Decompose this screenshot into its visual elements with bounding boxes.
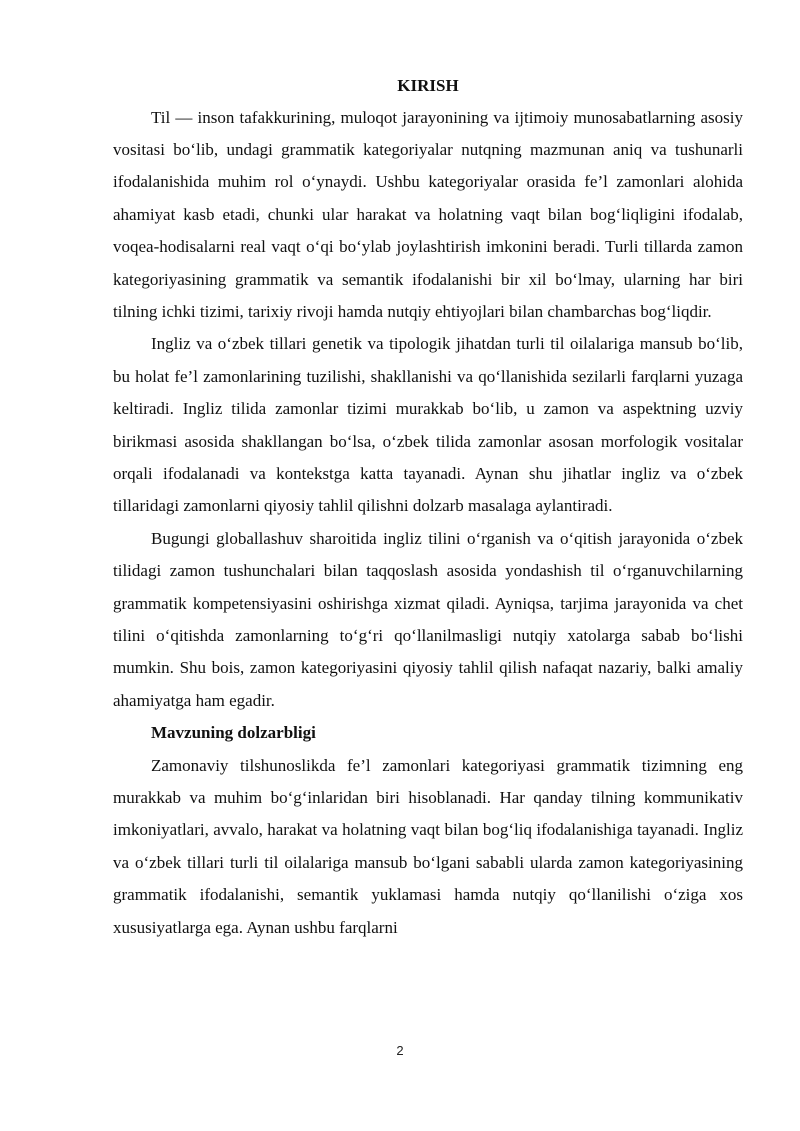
page-number: 2 — [396, 1043, 404, 1058]
paragraph-languages: Ingliz va o‘zbek tillari genetik va tipologik jihatdan turli til oilalariga mansub bo‘lib, bu holat fe’l zamonlarining tuzilishi, shakllanishi va qo‘llanishida sezilarli farqlarni yuzaga keltiradi. Ingliz tilida zamonlar tizimi murakkab bo‘lib, u zamon va aspektning uzviy birikmasi asosida shakllangan bo‘lsa, o‘zbek tilida zamonlar asosan morfologik vositalar orqali ifodalanadi va kontekstga katta tayanadi. Aynan shu jihatlar ingliz va o‘zbek tillaridagi zamonlarni qiyosiy tahlil qilishni dolzarb masalaga aylantiradi. — [113, 334, 743, 516]
paragraph-relevance: Zamonaviy tilshunoslikda fe’l zamonlari kategoriyasi grammatik tizimning eng murakkab va muhim bo‘g‘inlaridan biri hisoblanadi. Har qanday tilning kommunikativ imkoniyatlari, avvalo, harakat va holatning vaqt bilan bog‘liq ifodalanishiga tayanadi. Ingliz va o‘zbek tillari turli til oilalariga mansub bo‘lgani sababli ularda zamon kategoriyasining grammatik ifodalanishi, semantik yuklamasi hamda nutqiy qo‘llanilishi o‘ziga xos xususiyatlarga ega. Aynan ushbu farqlarni — [113, 755, 743, 937]
document-page — [113, 70, 743, 944]
paragraph-intro: Til — inson tafakkurining, muloqot jarayonining va ijtimoiy munosabatlarning asosiy vositasi bo‘lib, undagi grammatik kategoriyalar nutqning mazmunan aniq va tushunarli ifodalanishida muhim rol o‘ynaydi. Ushbu kategoriyalar orasida fe’l zamonlari alohida ahamiyat kasb etadi, chunki ular harakat va holatning vaqt bilan bog‘liqligini ifodalab, voqea-hodisalarni real vaqt o‘qi bo‘ylab joylashtirish imkonini beradi. Turli tillarda zamon kategoriyasining grammatik va semantik ifodalanishi bir xil bo‘lmay, ularning har biri tilning ichki tizimi, tarixiy rivoji hamda nutqiy ehtiyojlari bilan chambarchas bog‘liqdir. — [113, 107, 743, 321]
page-title: KIRISH — [397, 76, 459, 95]
paragraph-globalization: Bugungi globallashuv sharoitida ingliz tilini o‘rganish va o‘qitish jarayonida o‘zbek tilidagi zamon tushunchalari bilan taqqoslash asosida yondashish til o‘rganuvchilarning grammatik kompetensiyasini oshirishga xizmat qiladi. Ayniqsa, tarjima jarayonida va chet tilini o‘qitishda zamonlarning to‘g‘ri qo‘llanilmasligi nutqiy xatolarga sabab bo‘lishi mumkin. Shu bois, zamon kategoriyasini qiyosiy tahlil qilish nafaqat nazariy, balki amaliy ahamiyatga ham egadir. — [113, 528, 743, 710]
section-heading: Mavzuning dolzarbligi — [151, 723, 316, 743]
